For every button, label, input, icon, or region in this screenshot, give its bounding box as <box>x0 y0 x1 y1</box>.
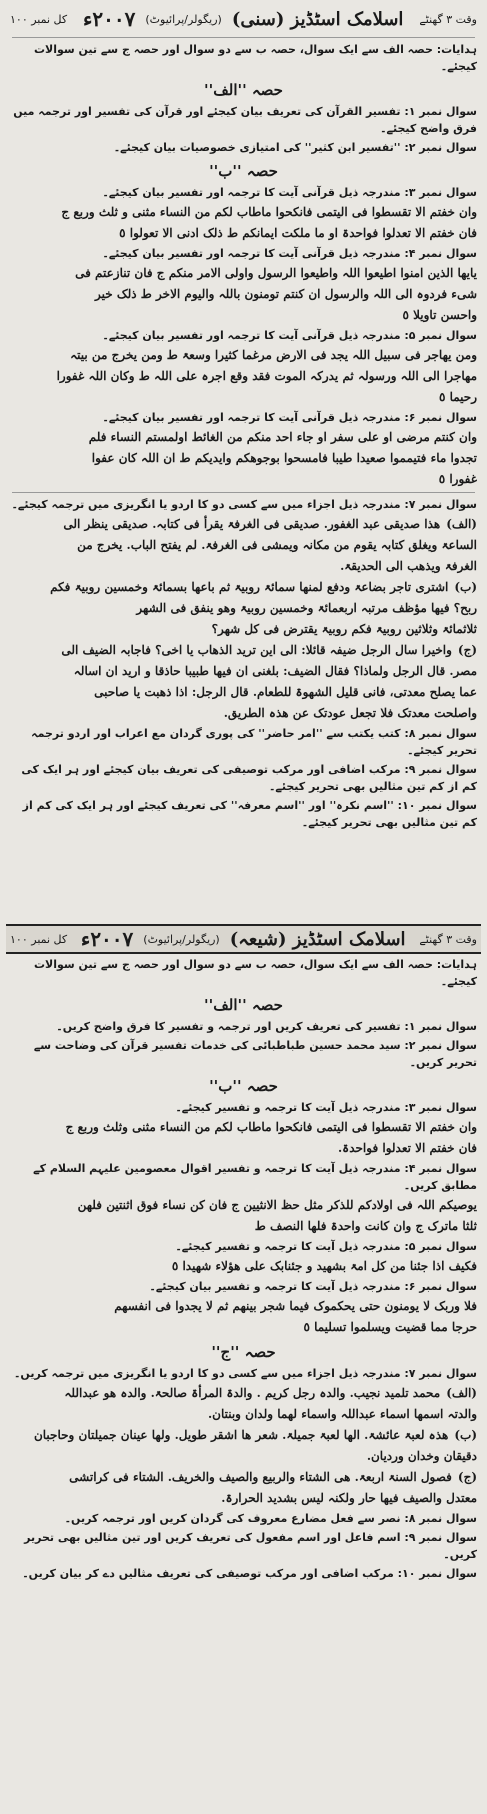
section-alif-heading: حصہ ''الف'' <box>204 996 283 1014</box>
question-2: سوال نمبر ۲: سید محمد حسین طباطبائی کی خدمات تفسیر قرآن کی وضاحت سے تحریر کریں۔ <box>33 1039 477 1069</box>
question-6: سوال نمبر ۶: مندرجہ ذیل آیت کا ترجمہ و تفسیر بیان کیجئے۔ <box>149 1280 477 1293</box>
arabic-text: وان خفتم الا تقسطوا فی الیتمی فانکحوا ماطاب لکم من النساء مثنی و ثلث وربع ج <box>61 205 477 219</box>
question-9: سوال نمبر ۹: اسم فاعل اور اسم مفعول کی تعریف کریں اور تین مثالیں بھی تحریر کریں۔ <box>24 1531 477 1561</box>
paper-title: اسلامک اسٹڈیز (سنی) <box>231 8 404 30</box>
question-4: سوال نمبر ۴: مندرجہ ذیل قرآنی آیت کا ترجمہ اور تفسیر بیان کیجئے۔ <box>102 247 477 260</box>
title-group <box>83 7 403 31</box>
question-10: سوال نمبر ۱۰: مرکب اضافی اور مرکب توصیفی کی تعریف مثالیں دے کر بیان کریں۔ <box>22 1567 477 1580</box>
part-label: (ج) <box>457 643 477 657</box>
arabic-text: والدتہ اسمھا اسماء عبداللہ واسماء لھما ولدان وبنتان. <box>207 1407 477 1421</box>
question-8: سوال نمبر ۸: کتب یکتب سے ''امر حاضر'' کی پوری گردان مع اعراب اور اردو ترجمہ تحریر کیجئے۔ <box>31 727 477 757</box>
part-label: (ب) <box>454 1428 477 1442</box>
arabic-text: واخیرا سال الرجل ضیفہ قائلا: الی این ترید الذھاب یا اخی؟ فاجابہ الضیف الی <box>61 643 452 657</box>
arabic-text: فصول السنۃ اربعۃ. ھی الشتاء والربیع والصیف والخریف. الشتاء فی کراتشی <box>69 1470 452 1484</box>
question-3: سوال نمبر ۳: مندرجہ ذیل آیت کا ترجمہ و تفسیر کیجئے۔ <box>175 1101 477 1114</box>
arabic-text: یوصیکم اللہ فی اولادکم للذکر مثل حظ الانثیین ج فان کن نساء فوق اثنتین فلھن <box>77 1198 477 1212</box>
arabic-text: واصلحت معدتک فلا تجعل عودتک عن ھذہ الطریق. <box>223 706 477 720</box>
part-label: (الف) <box>446 517 477 531</box>
arabic-text: وان کنتم مرضی او علی سفر او جاء احد منکم من الغائط اولمستم النساء فلم <box>88 430 477 444</box>
arabic-text: رحیما ٥ <box>438 390 477 404</box>
section-be-heading: حصہ ''ب'' <box>209 1077 278 1095</box>
arabic-text: دقیقان وخدان وردیان. <box>366 1449 477 1463</box>
title-group <box>81 927 406 951</box>
part-jeem <box>10 641 477 660</box>
arabic-text: ومن یھاجر فی سبیل اللہ یجد فی الارض مرغما کثیرا وسعۃ ط ومن یخرج من بیتہ <box>70 348 477 362</box>
part-alif <box>10 1384 477 1403</box>
paper-sunni <box>6 4 481 918</box>
part-label: (الف) <box>446 1386 477 1400</box>
arabic-text: فکیف اذا جئنا من کل امۃ بشھید و جئنابک علی ھؤلاء شھیدا ٥ <box>171 1259 477 1273</box>
question-2: سوال نمبر ۲: ''تفسیر ابن کثیر'' کی امتیازی خصوصیات بیان کیجئے۔ <box>113 141 477 154</box>
arabic-text: وان خفتم الا تقسطوا فی الیتمی فانکحوا ماطاب لکم من النساء مثنی وثلث وربع ج <box>65 1120 477 1134</box>
arabic-text: یایھا الذین امنوا اطیعوا اللہ واطیعوا الرسول واولی الامر منکم ج فان تنازعتم فی <box>75 266 477 280</box>
paper-header <box>6 4 481 34</box>
question-7: سوال نمبر ۷: مندرجہ ذیل اجزاء میں سے کسی دو کا اردو یا انگریزی میں ترجمہ کیجئے۔ <box>11 498 477 511</box>
arabic-text: فان خفتم الا تعدلوا فواحدۃ او ما ملکت ایمانکم ط ذلک ادنی الا تعولوا ٥ <box>119 226 477 240</box>
paper-subtitle: (ریگولر/پرائیوٹ) <box>143 932 220 946</box>
arabic-text: حرجا مما قضیت ویسلموا تسلیما ٥ <box>303 1320 477 1334</box>
instructions: ہدایات: حصہ الف سے ایک سوال، حصہ ب سے دو سوال اور حصہ ج سے تین سوالات کیجئے۔ <box>33 958 477 988</box>
arabic-text: غفورا ٥ <box>438 472 477 486</box>
arabic-text: ربح؟ فیھا مؤظف مرتبہ اربعمائۃ وخمسین روبیۃ وھو ینفق فی الشھر <box>136 601 477 615</box>
paper-year: ۲۰۰۷ء <box>80 927 134 951</box>
total-marks: کل نمبر ۱۰۰ <box>10 12 68 26</box>
question-9: سوال نمبر ۹: مرکب اضافی اور مرکب توصیفی کی تعریف بیان کیجئے اور ہر ایک کی کم از کم تین مثالیں بھی تحریر کیجئے۔ <box>21 763 477 793</box>
part-be <box>10 1426 477 1445</box>
part-be <box>10 578 477 597</box>
arabic-text: ھذا صدیقی عبد الغفور. صدیقی فی الغرفۃ یقرأ فی کتابہ. صدیقی ینظر الی <box>63 517 441 531</box>
part-label: (ب) <box>454 580 477 594</box>
arabic-text: ثلثا ماترک ج وان کانت واحدۃ فلھا النصف ط <box>254 1219 477 1233</box>
question-1: سوال نمبر ۱: تفسیر کی تعریف کریں اور ترجمہ و تفسیر کا فرق واضح کریں۔ <box>56 1020 477 1033</box>
part-label: (ج) <box>457 1470 477 1484</box>
instructions: ہدایات: حصہ الف سے ایک سوال، حصہ ب سے دو سوال اور حصہ ج سے تین سوالات کیجئے۔ <box>33 43 477 73</box>
arabic-text: اشتری تاجر بضاعۃ ودفع لمنھا سمائۃ روبیۃ ثم باعھا بسمائۃ وخمسین روبیۃ فکم <box>50 580 449 594</box>
section-alif-heading: حصہ ''الف'' <box>204 81 283 99</box>
arabic-text: مصر. قال الرجل ولماذا؟ فقال الضیف: بلغنی ان فیھا طبیبا حاذقا و ارید ان اسالہ <box>73 664 477 678</box>
arabic-text: تجدوا ماء فتیمموا صعیدا طیبا فامسحوا بوجوھکم وایدیکم ط ان اللہ کان عفوا <box>91 451 477 465</box>
arabic-text: محمد تلمید نجیب. والدہ رجل کریم . والدۃ المرأۃ صالحۃ. والدہ ھو عبداللہ <box>64 1386 441 1400</box>
arabic-text: مھاجرا الی اللہ ورسولہ ثم یدرکہ الموت فقد وقع اجرہ علی اللہ ط وکان اللہ غفورا <box>56 369 477 383</box>
paper-title: اسلامک اسٹڈیز (شیعہ) <box>229 928 406 950</box>
question-4: سوال نمبر ۴: مندرجہ ذیل آیت کا ترجمہ و تفسیر اقوال معصومین علیہم السلام کے مطابق کریں۔ <box>33 1162 477 1192</box>
question-7: سوال نمبر ۷: مندرجہ ذیل اجزاء میں سے کسی دو کا اردو یا انگریزی میں ترجمہ کریں۔ <box>13 1367 477 1380</box>
question-5: سوال نمبر ۵: مندرجہ ذیل آیت کا ترجمہ و تفسیر کیجئے۔ <box>175 1240 477 1253</box>
arabic-text: الغرفۃ ویذھب الی الحدیقۃ. <box>340 559 477 573</box>
arabic-text: عما یصلح معدتی، فانی قلیل الشھوۃ للطعام. قال الرجل: اذا ذھبت یا صاحبی <box>94 685 477 699</box>
time-label: وقت ۳ گھنٹے <box>419 12 477 26</box>
question-1: سوال نمبر ۱: تفسیر القرآن کی تعریف بیان کیجئے اور قرآن کی تفسیر اور ترجمہ میں فرق واضح کیجئے۔ <box>13 105 477 135</box>
arabic-text: ھذہ لعبۃ عائشۃ. الھا لعبۃ جمیلۃ. شعر ھا اشقر طویل. ولھا عینان جمیلتان وحاجبان <box>33 1428 449 1442</box>
arabic-text: واحسن تاویلا ٥ <box>402 308 477 322</box>
part-alif <box>10 515 477 534</box>
paper-shia <box>6 924 481 1808</box>
arabic-text: معتدل والصیف فیھا حار ولکنہ لیس بشدید الحرارۃ. <box>221 1491 477 1505</box>
part-jeem <box>10 1468 477 1487</box>
divider <box>12 37 475 38</box>
question-10: سوال نمبر ۱۰: ''اسم نکرہ'' اور ''اسم معرفہ'' کی تعریف کیجئے اور ہر ایک کی کم از کم تین مثالیں بھی تحریر کیجئے۔ <box>22 799 477 829</box>
paper-subtitle: (ریگولر/پرائیوٹ) <box>145 12 222 26</box>
arabic-text: فان خفتم الا تعدلوا فواحدۃ. <box>337 1141 477 1155</box>
paper-header <box>6 924 481 954</box>
section-jeem-heading: حصہ ''ج'' <box>211 1343 276 1361</box>
question-8: سوال نمبر ۸: نصر سے فعل مضارع معروف کی گردان کریں اور ترجمہ کریں۔ <box>64 1512 477 1525</box>
arabic-text: الساعۃ ویغلق کتابہ یقوم من مکانہ ویمشی فی الغرفۃ. لم یفتح الباب. یخرج من <box>77 538 477 552</box>
question-5: سوال نمبر ۵: مندرجہ ذیل قرآنی آیت کا ترجمہ اور تفسیر بیان کیجئے۔ <box>102 329 477 342</box>
arabic-text: فلا وربک لا یومنون حتی یحکموک فیما شجر بینھم ثم لا یجدوا فی انفسھم <box>114 1299 477 1313</box>
divider <box>12 492 475 493</box>
question-3: سوال نمبر ۳: مندرجہ ذیل قرآنی آیت کا ترجمہ اور تفسیر بیان کیجئے۔ <box>102 186 477 199</box>
arabic-text: شیء فردوہ الی اللہ والرسول ان کنتم تومنون باللہ والیوم الاخر ط ذلک خیر <box>95 287 477 301</box>
question-6: سوال نمبر ۶: مندرجہ ذیل قرآنی آیت کا ترجمہ اور تفسیر بیان کیجئے۔ <box>102 411 477 424</box>
section-be-heading: حصہ ''ب'' <box>209 162 278 180</box>
time-label: وقت ۳ گھنٹے <box>419 932 477 946</box>
total-marks: کل نمبر ۱۰۰ <box>10 932 68 946</box>
paper-year: ۲۰۰۷ء <box>83 7 136 31</box>
arabic-text: ثلاثمائۃ وثلاثین روبیۃ فکم روبیۃ یقترض فی کل شھر؟ <box>211 622 477 636</box>
